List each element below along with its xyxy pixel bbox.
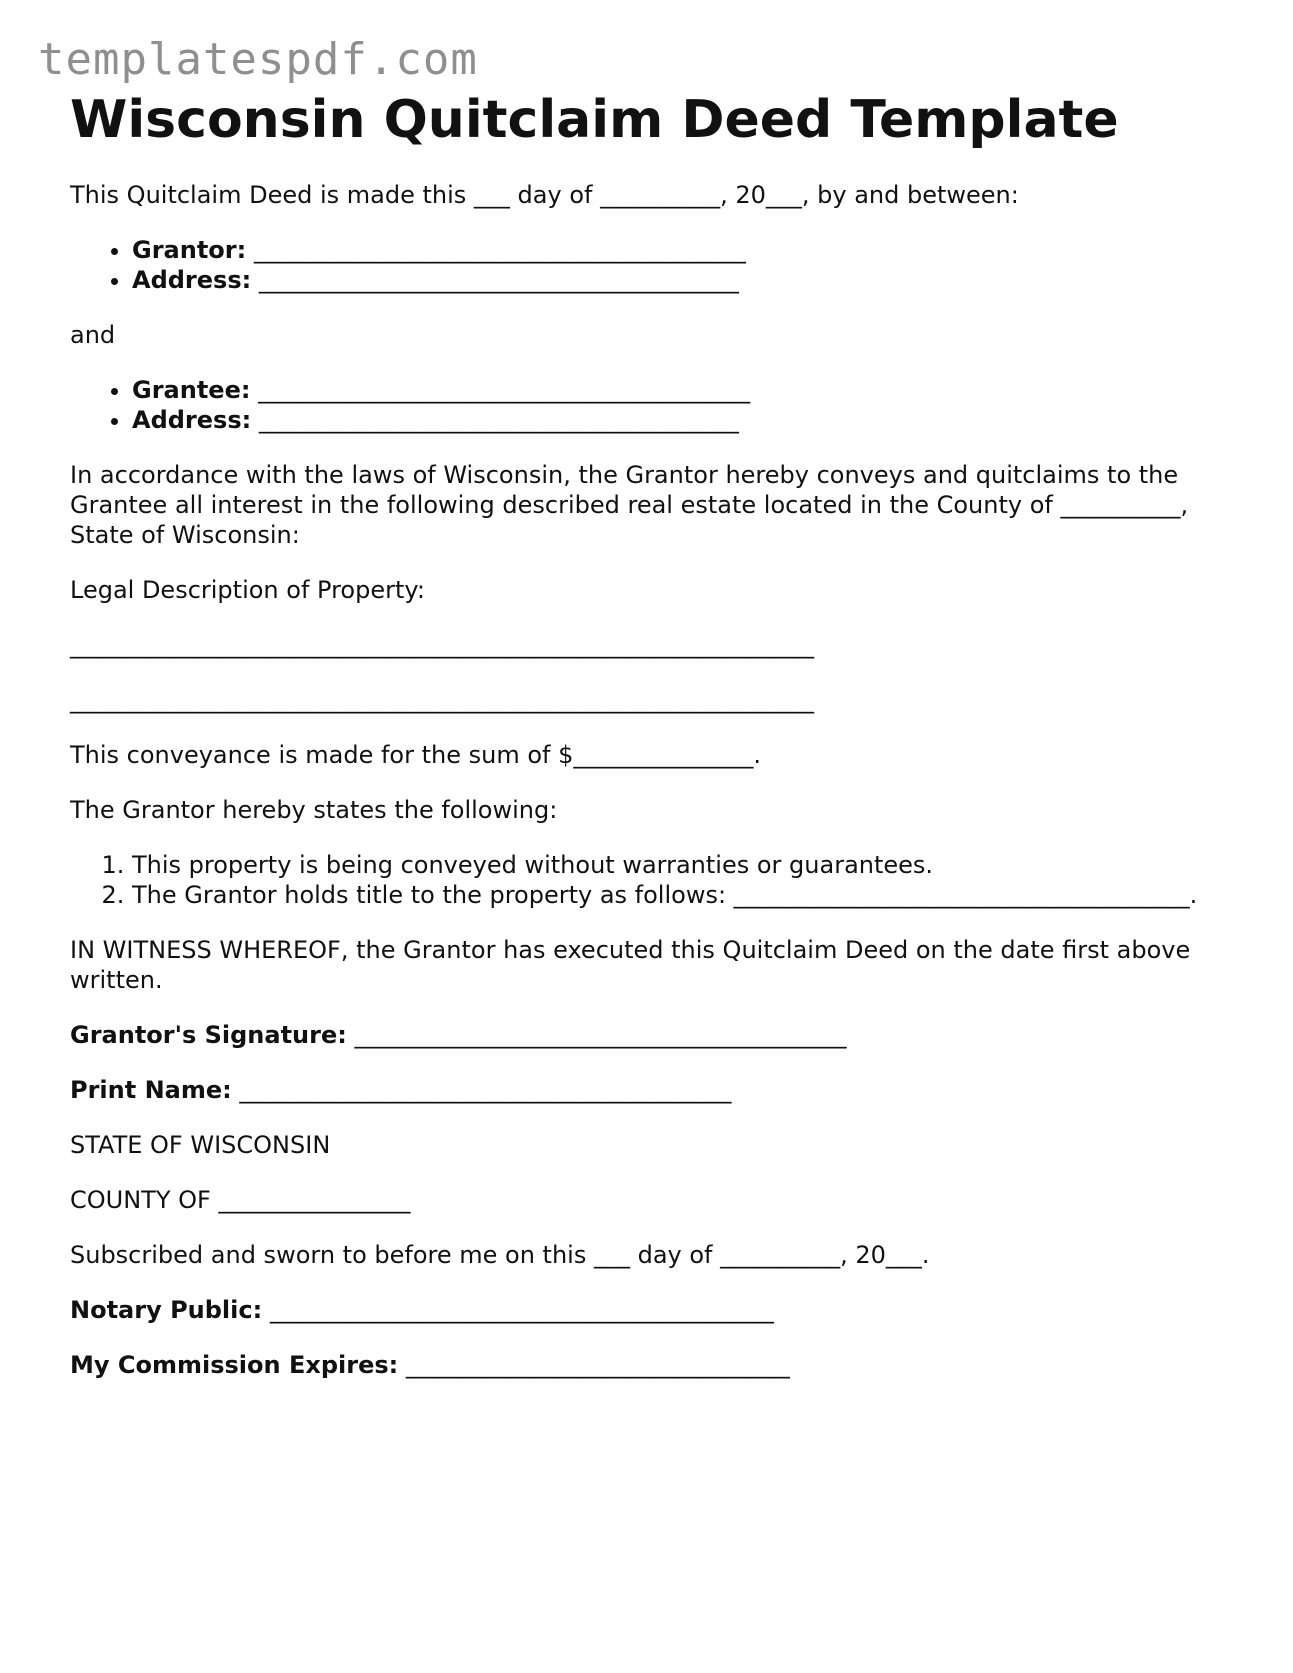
grantee-address-label: Address:	[132, 406, 252, 434]
grantor-address-blank: ________________________________________	[251, 266, 739, 294]
grantor-signature-line	[70, 1020, 1220, 1050]
statement-item-2: 2. The Grantor holds title to the property as follows: ______________________________________.	[132, 880, 1220, 910]
document-body	[70, 90, 1220, 1405]
witness-paragraph: IN WITNESS WHEREOF, the Grantor has executed this Quitclaim Deed on the date first above written.	[70, 936, 1191, 994]
print-name-line	[70, 1075, 1220, 1105]
notary-public-label: Notary Public:	[70, 1296, 263, 1324]
grantee-address-blank: ________________________________________	[251, 406, 739, 434]
grantor-list	[70, 235, 1220, 295]
commission-expires-label: My Commission Expires:	[70, 1351, 399, 1379]
grantee-label: Grantee:	[132, 376, 251, 404]
grantor-signature-label: Grantor's Signature:	[70, 1021, 347, 1049]
commission-expires-line	[70, 1350, 1220, 1380]
watermark: templatespdf.com	[38, 34, 478, 85]
legal-description-line-2: ______________________________________________________________	[70, 686, 814, 714]
conveyance-paragraph: In accordance with the laws of Wisconsin, the Grantor hereby conveys and quitclaims to the Grantee all interest in the following described real estate located in the County of __________, State of Wisconsin:	[70, 461, 1189, 549]
statement-item-1: 1. This property is being conveyed without warranties or guarantees.	[132, 850, 1220, 880]
grantor-blank: _________________________________________	[246, 236, 746, 264]
grantor-address-item	[132, 265, 1220, 295]
grantee-blank: _________________________________________	[250, 376, 751, 404]
grantee-list	[70, 375, 1220, 435]
print-name-blank: _________________________________________	[231, 1076, 732, 1104]
state-line: STATE OF WISCONSIN	[70, 1131, 331, 1159]
subscribed-paragraph: Subscribed and sworn to before me on this ___ day of __________, 20___.	[70, 1241, 930, 1269]
legal-description-label: Legal Description of Property:	[70, 576, 425, 604]
grantor-address-label: Address:	[132, 266, 252, 294]
commission-expires-blank: ________________________________	[398, 1351, 790, 1379]
legal-description-line-1: ______________________________________________________________	[70, 631, 814, 659]
grantee-item	[132, 375, 1220, 405]
print-name-label: Print Name:	[70, 1076, 232, 1104]
intro-paragraph: This Quitclaim Deed is made this ___ day of __________, 20___, by and between:	[70, 181, 1019, 209]
notary-public-blank: __________________________________________	[262, 1296, 774, 1324]
grantor-label: Grantor:	[132, 236, 247, 264]
notary-public-line	[70, 1295, 1220, 1325]
county-line: COUNTY OF ________________	[70, 1186, 411, 1214]
grantee-address-item	[132, 405, 1220, 435]
grantor-item	[132, 235, 1220, 265]
legal-description-lines	[70, 630, 1220, 715]
and-text: and	[70, 321, 116, 349]
statements-list	[70, 850, 1220, 910]
sum-paragraph: This conveyance is made for the sum of $_______________.	[70, 741, 761, 769]
document-title: Wisconsin Quitclaim Deed Template	[70, 90, 1119, 150]
states-intro: The Grantor hereby states the following:	[70, 796, 558, 824]
grantor-signature-blank: _________________________________________	[346, 1021, 847, 1049]
